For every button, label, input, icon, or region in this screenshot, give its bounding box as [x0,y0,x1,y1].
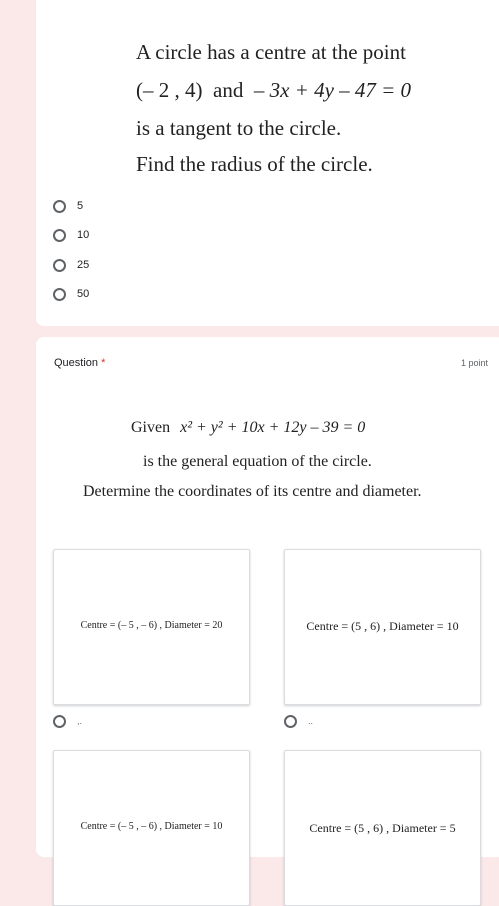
option-image-text: Centre = (– 5 , – 6) , Diameter = 20 [80,620,223,631]
radio-button[interactable] [53,200,66,213]
given-text: Given [131,419,171,436]
option-image-1[interactable] [53,549,250,705]
question-text-line-3: is a tangent to the circle. [136,116,342,140]
option-image-text: Centre = (5 , 6) , Diameter = 5 [309,821,456,835]
radio-button[interactable] [53,288,66,301]
option-image-2[interactable] [284,549,481,705]
question-text-line-2: is the general equation of the circle. [143,453,372,470]
circle-equation: x² + y² + 10x + 12y – 39 = 0 [180,419,366,436]
question-text-line-1: A circle has a centre at the point [136,40,406,64]
radio-button[interactable] [284,715,297,728]
required-mark: * [101,357,106,369]
question-text-line-4: Find the radius of the circle. [136,152,373,176]
option-image-3[interactable] [53,750,250,906]
question-card-1 [36,0,499,326]
option-label: 10 [77,229,90,241]
option-label: 50 [77,288,90,300]
question-card-2 [36,337,499,857]
question-title-text: Question [54,357,99,369]
option-image-text: Centre = (– 5 , – 6) , Diameter = 10 [80,821,223,832]
radio-button[interactable] [53,229,66,242]
option-label: .. [308,716,314,726]
option-image-text: Centre = (5 , 6) , Diameter = 10 [306,619,459,633]
option-image-4[interactable] [284,750,481,906]
option-label: 5 [77,200,84,212]
question-points: 1 point [460,358,488,368]
radio-button[interactable] [53,715,66,728]
option-label: 25 [77,259,90,271]
radio-button[interactable] [53,259,66,272]
option-label: ,. [77,716,83,726]
point-text: (– 2 , 4) [136,78,203,102]
question-text-line-2 [136,78,411,103]
tangent-equation: – 3x + 4y – 47 = 0 [253,78,412,102]
question-text-line-3: Determine the coordinates of its centre and diameter. [83,483,422,500]
question-text-line-1 [131,419,365,437]
and-text: and [213,78,244,102]
question-title [54,357,105,369]
